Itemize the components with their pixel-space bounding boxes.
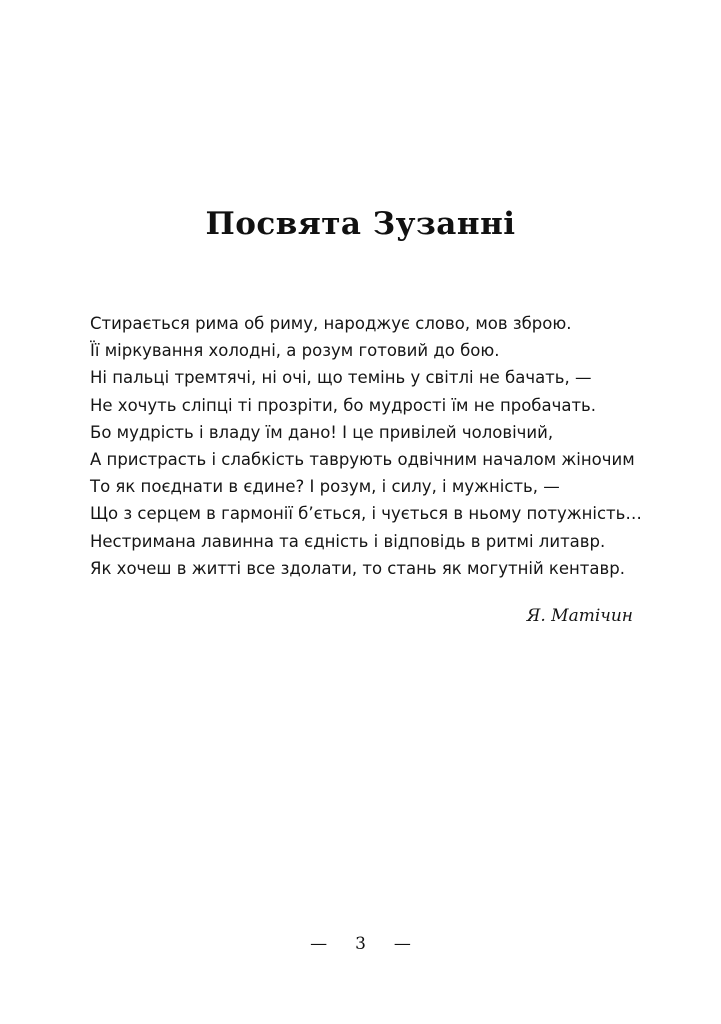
footer-dash-right: — [393, 934, 411, 954]
page-number: 3 [355, 934, 366, 954]
poem-line: Не хочуть сліпці ті прозріти, бо мудрості їм не пробачать. [90, 395, 597, 415]
poem-title: Посвята Зузанні [205, 206, 516, 242]
poem-line: Нестримана лавинна та єдність і відповідь в ритмі литавр. [90, 531, 606, 551]
poem-line: Як хочеш в житті все здолати, то стань як могутній кентавр. [90, 558, 625, 578]
poem-line: Бо мудрість і владу їм дано! І це привілей чоловічий, [90, 422, 554, 442]
poem-line: А пристрасть і слабкість таврують одвічним началом жіночим [90, 450, 635, 470]
poem-line: Ні пальці тремтячі, ні очі, що темінь у світлі не бачать, — [90, 368, 592, 388]
poem-line: Стирається рима об риму, народжує слово, мов зброю. [90, 314, 572, 333]
poem-line: То як поєднати в єдине? І розум, і силу, і мужність, — [90, 477, 560, 497]
page-footer [0, 934, 721, 954]
poem-line: Що з серцем в гармонії б’ється, і чується в ньому потужність… [90, 504, 642, 524]
author-signature: Я. Матічин [526, 606, 633, 626]
footer-dash-left: — [310, 934, 328, 954]
poem-body [90, 310, 650, 582]
poem-line: Її міркування холодні, а розум готовий до бою. [90, 341, 500, 361]
